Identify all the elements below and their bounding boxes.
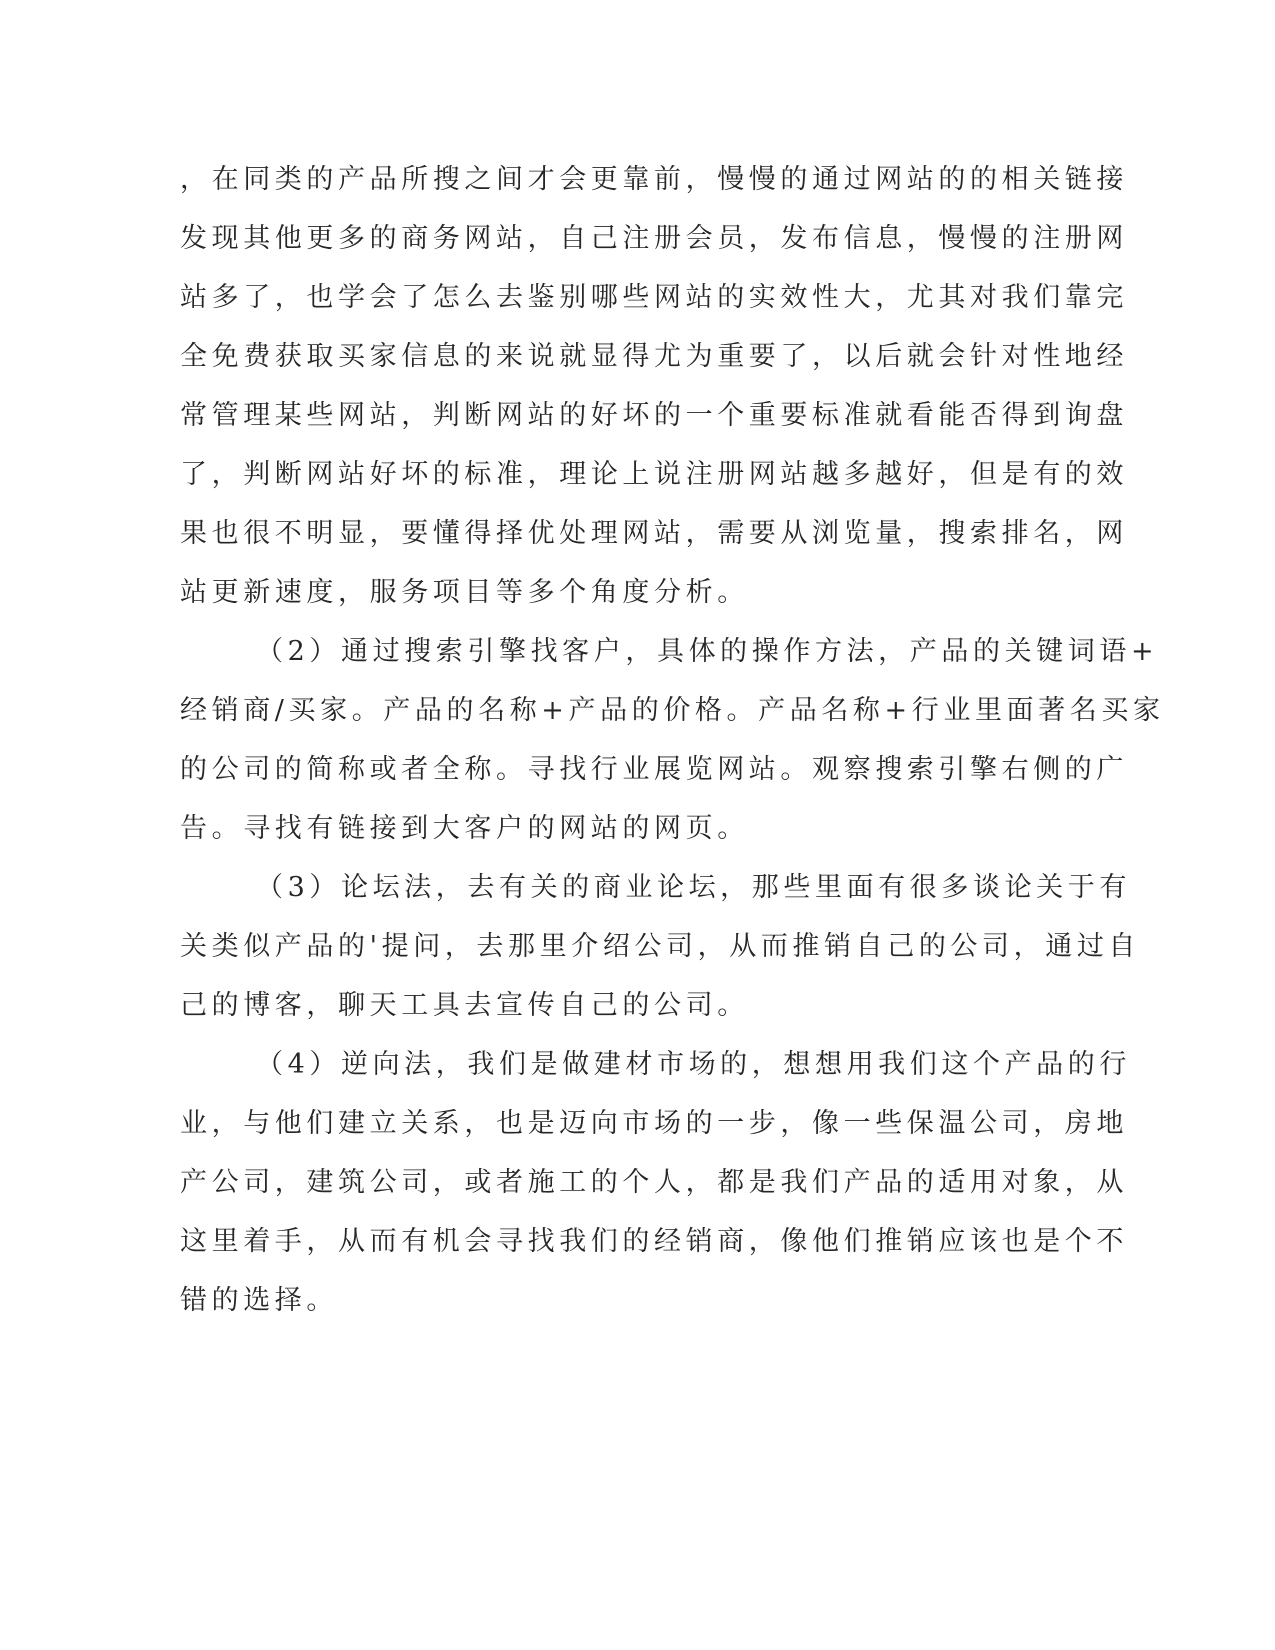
text-line: 站更新速度，服务项目等多个角度分析。	[180, 577, 749, 608]
text-line: （2）通过搜索引擎找客户，具体的操作方法，产品的关键词语+	[256, 636, 1159, 667]
paragraph-reverse	[180, 1035, 1131, 1330]
text-line: 常管理某些网站，判断网站的好坏的一个重要标准就看能否得到询盘	[180, 400, 1128, 431]
text-line: 业，与他们建立关系，也是迈向市场的一步，像一些保温公司，房地	[180, 1108, 1128, 1139]
text-line: 产公司，建筑公司，或者施工的个人，都是我们产品的适用对象，从	[180, 1167, 1128, 1198]
text-line: 关类似产品的'提问，去那里介绍公司，从而推销自己的公司，通过自	[180, 931, 1141, 962]
text-line: 告。寻找有链接到大客户的网站的网页。	[180, 813, 749, 844]
text-line: （4）逆向法，我们是做建材市场的，想想用我们这个产品的行	[256, 1049, 1131, 1080]
paragraph-continuation	[180, 150, 1128, 622]
body-text	[180, 150, 1165, 1330]
text-line: 站多了，也学会了怎么去鉴别哪些网站的实效性大，尤其对我们靠完	[180, 282, 1128, 313]
text-line: （3）论坛法，去有关的商业论坛，那些里面有很多谈论关于有	[256, 872, 1131, 903]
text-line: 发现其他更多的商务网站，自己注册会员，发布信息，慢慢的注册网	[180, 223, 1128, 254]
text-line: 错的选择。	[180, 1285, 338, 1316]
text-line: 己的博客，聊天工具去宣传自己的公司。	[180, 990, 749, 1021]
text-line: 了，判断网站好坏的标准，理论上说注册网站越多越好，但是有的效	[180, 459, 1128, 490]
text-line: 经销商/买家。产品的名称+产品的价格。产品名称+行业里面著名买家	[180, 695, 1165, 726]
text-line: ，在同类的产品所搜之间才会更靠前，慢慢的通过网站的的相关链接	[180, 164, 1128, 195]
text-line: 的公司的简称或者全称。寻找行业展览网站。观察搜索引擎右侧的广	[180, 754, 1128, 785]
text-line: 全免费获取买家信息的来说就显得尤为重要了，以后就会针对性地经	[180, 341, 1128, 372]
paragraph-search-engine	[180, 622, 1165, 858]
paragraph-forum	[180, 858, 1141, 1035]
text-line: 果也很不明显，要懂得择优处理网站，需要从浏览量，搜索排名，网	[180, 518, 1128, 549]
text-line: 这里着手，从而有机会寻找我们的经销商，像他们推销应该也是个不	[180, 1226, 1128, 1257]
